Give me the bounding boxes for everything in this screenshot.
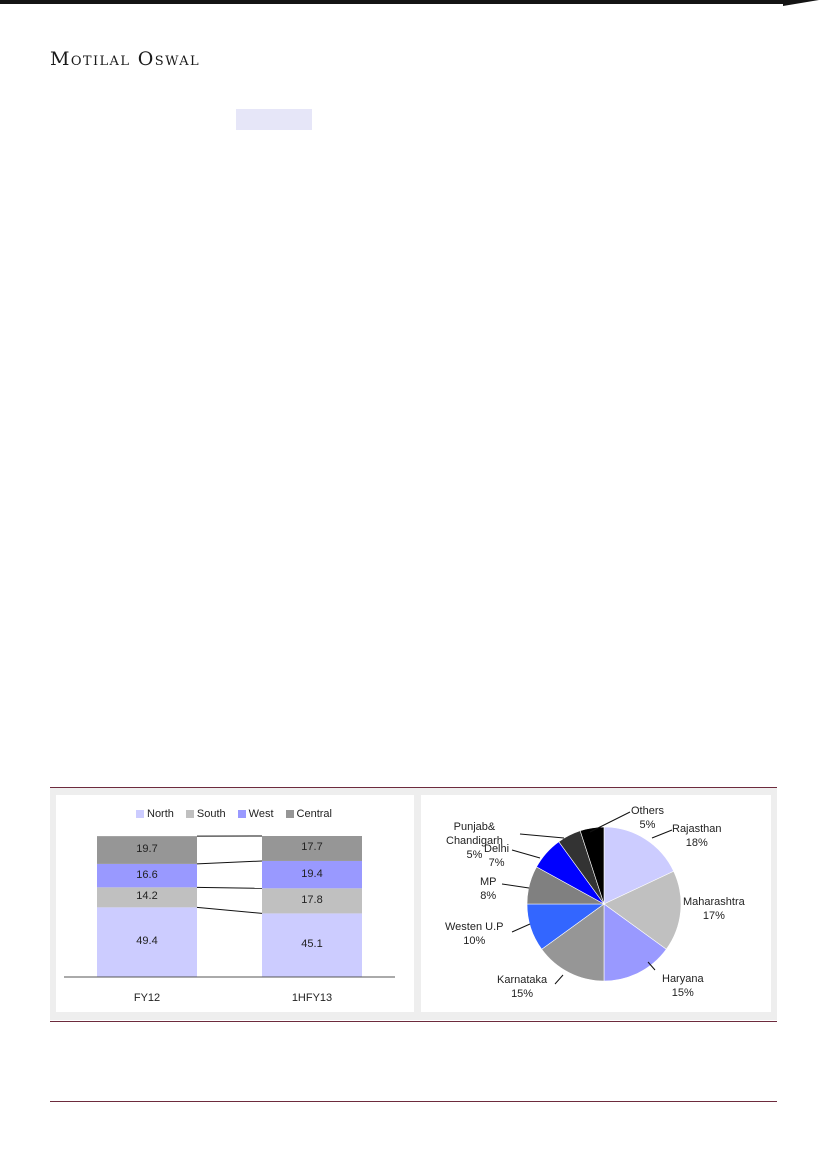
pie-label-percent: 18% — [685, 837, 708, 849]
pie-label-name: Others — [631, 805, 665, 817]
data-label: 16.6 — [136, 868, 158, 881]
pie-label-percent: 7% — [488, 857, 505, 869]
legend-label: West — [248, 808, 274, 820]
data-label: 17.7 — [301, 841, 323, 854]
pie-label-percent: 10% — [463, 935, 486, 947]
pie-leader-line — [512, 850, 540, 858]
pie-leader-line — [520, 834, 564, 838]
brand-logo: Motilal Oswal — [50, 48, 201, 70]
pie-label — [683, 895, 745, 923]
pie-label-percent: 5% — [639, 819, 656, 831]
legend-label: Central — [296, 808, 332, 820]
data-label: 14.2 — [136, 890, 158, 903]
data-label: 19.7 — [136, 843, 158, 856]
data-label: 49.4 — [136, 935, 158, 948]
pie-label — [497, 973, 547, 1001]
category-label: 1HFY13 — [291, 992, 333, 1004]
data-label: 17.8 — [301, 893, 323, 906]
category-label: FY12 — [133, 992, 161, 1004]
pie-label-name: MP — [480, 876, 497, 888]
pie-label-name: Westen U.P — [445, 921, 504, 933]
pie-label-name: Karnataka — [497, 974, 548, 986]
pie-label-name: Rajasthan — [672, 823, 722, 835]
legend-label: South — [196, 808, 226, 820]
pie-label — [480, 875, 497, 903]
pie-label — [445, 920, 504, 948]
pie-label — [662, 972, 704, 1000]
pie-label-name: Punjab& Chandigarh — [446, 821, 503, 847]
pie-label — [446, 820, 503, 862]
pie-label — [672, 822, 722, 850]
pie-label-percent: 17% — [702, 910, 725, 922]
pie-label-percent: 15% — [511, 988, 534, 1000]
pie-label-percent: 5% — [466, 849, 483, 861]
pie-label-percent: 15% — [671, 987, 694, 999]
legend-label: North — [147, 808, 174, 820]
pie-leader-line — [502, 884, 529, 888]
pie-label-name: Maharashtra — [683, 896, 745, 908]
pie-label-name: Haryana — [662, 973, 704, 985]
data-label: 19.4 — [301, 867, 323, 880]
pie-leader-line — [512, 924, 530, 932]
pie-label-name: Delhi — [484, 843, 510, 855]
data-label: 45.1 — [301, 938, 323, 951]
pie-label-percent: 8% — [480, 890, 497, 902]
pie-label — [631, 804, 664, 832]
pie-leader-line — [555, 975, 563, 984]
